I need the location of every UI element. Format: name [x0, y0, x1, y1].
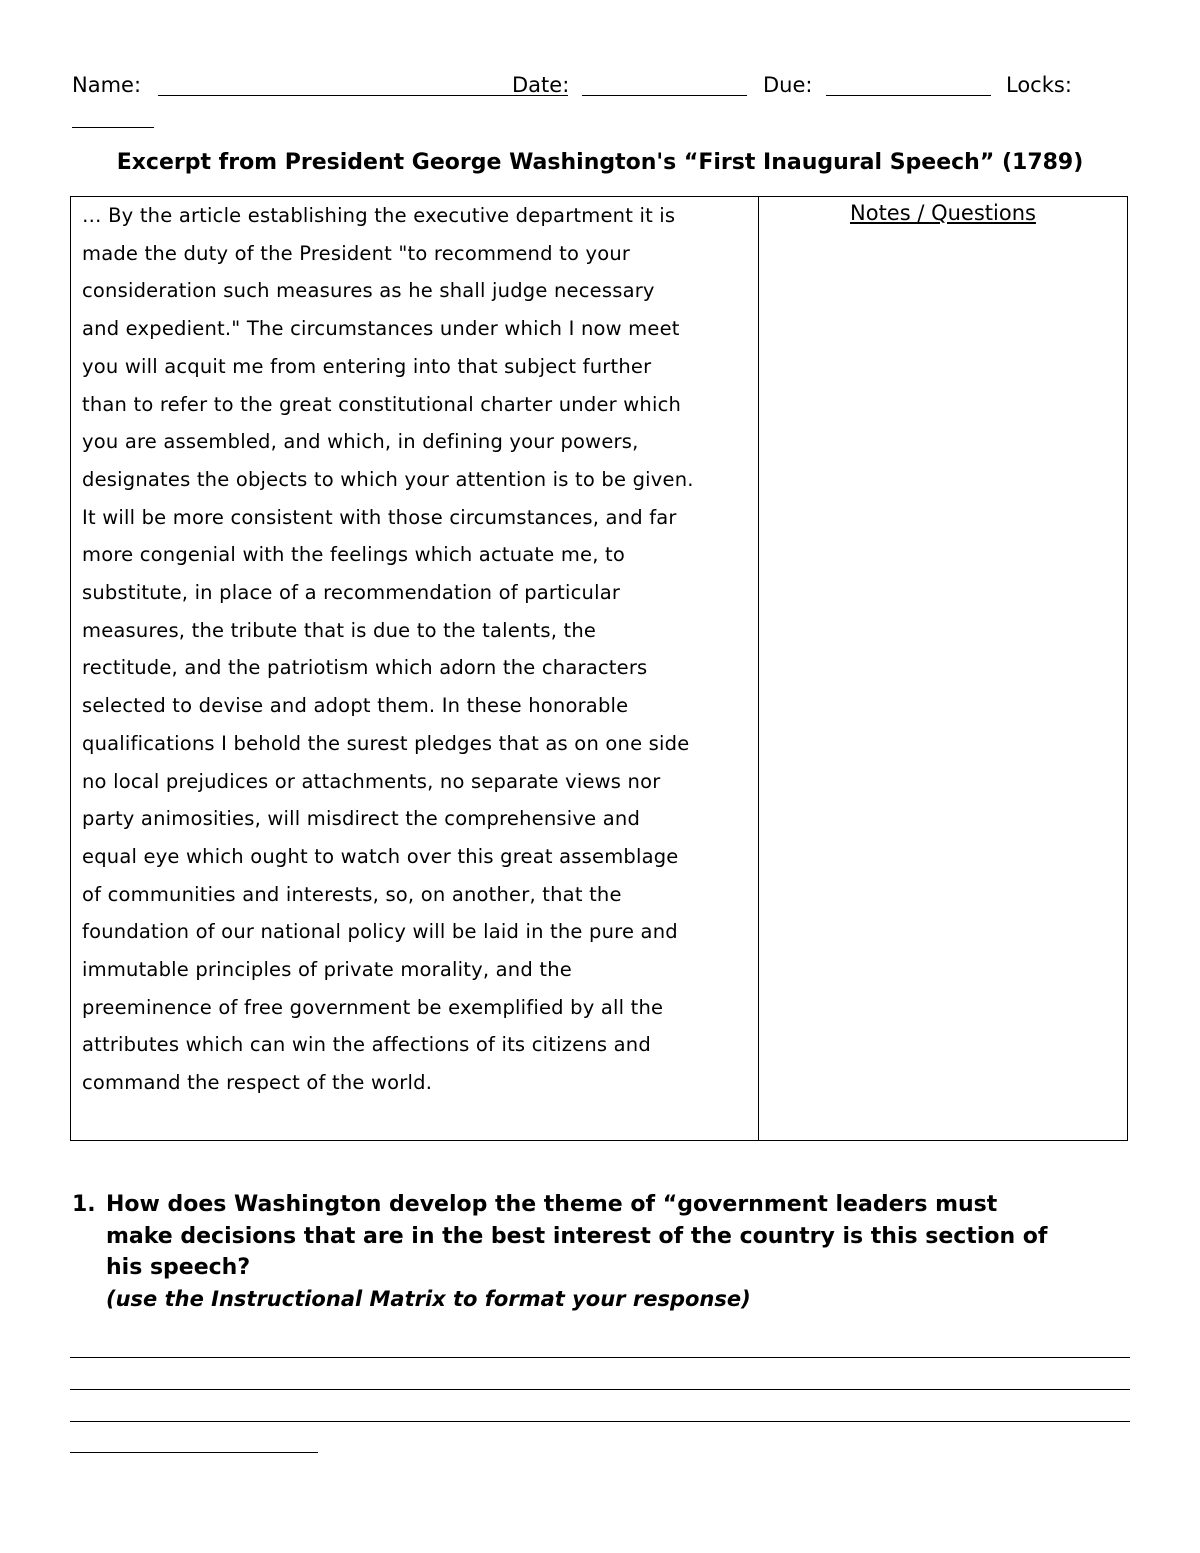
- excerpt-line: consideration such measures as he shall judge necessary: [82, 279, 655, 303]
- excerpt-line: you will acquit me from entering into that subject further: [82, 354, 652, 378]
- excerpt-line: rectitude, and the patriotism which adorn the characters: [82, 656, 648, 680]
- excerpt-line: selected to devise and adopt them. In these honorable: [82, 694, 629, 718]
- excerpt-line: designates the objects to which your attention is to be given.: [82, 467, 694, 491]
- answer-line[interactable]: [70, 1357, 1130, 1358]
- answer-line[interactable]: [70, 1389, 1130, 1390]
- answer-line[interactable]: [70, 1452, 318, 1453]
- question-line: his speech?: [106, 1255, 251, 1280]
- excerpt-cell: [71, 197, 759, 1140]
- excerpt-line: immutable principles of private morality, and the: [82, 958, 572, 982]
- answer-line[interactable]: [70, 1421, 1130, 1422]
- excerpt-line: you are assembled, and which, in defining your powers,: [82, 430, 639, 454]
- page-title: Excerpt from President George Washington's “First Inaugural Speech” (1789): [116, 150, 1084, 175]
- excerpt-line: command the respect of the world.: [82, 1071, 433, 1095]
- excerpt-line: foundation of our national policy will be laid in the pure and: [82, 920, 678, 944]
- notes-cell[interactable]: [759, 197, 1127, 1140]
- excerpt-table: [70, 196, 1128, 1141]
- excerpt-line: qualifications I behold the surest pledges that as on one side: [82, 731, 690, 755]
- excerpt-line: attributes which can win the affections of its citizens and: [82, 1033, 651, 1057]
- due-blank[interactable]: [826, 95, 991, 96]
- question-number: 1.: [72, 1192, 96, 1217]
- date-blank[interactable]: [582, 95, 747, 96]
- excerpt-line: party animosities, will misdirect the comprehensive and: [82, 807, 641, 831]
- excerpt-line: measures, the tribute that is due to the talents, the: [82, 618, 597, 642]
- excerpt-line: and expedient." The circumstances under which I now meet: [82, 317, 680, 341]
- question-text: [106, 1189, 1136, 1315]
- question-line: How does Washington develop the theme of “government leaders must: [106, 1192, 998, 1217]
- excerpt-line: made the duty of the President "to recommend to your: [82, 241, 631, 265]
- excerpt-line: more congenial with the feelings which actuate me, to: [82, 543, 626, 567]
- date-label: Date:: [512, 73, 570, 97]
- excerpt-line: substitute, in place of a recommendation of particular: [82, 581, 621, 605]
- locks-blank[interactable]: [72, 127, 154, 128]
- excerpt-line: no local prejudices or attachments, no separate views nor: [82, 769, 661, 793]
- excerpt-line: preeminence of free government be exemplified by all the: [82, 995, 664, 1019]
- excerpt-text: [82, 197, 758, 1102]
- excerpt-line: than to refer to the great constitutional charter under which: [82, 392, 682, 416]
- question-instruction: (use the Instructional Matrix to format your response): [106, 1286, 751, 1311]
- name-label: Name:: [72, 73, 142, 97]
- excerpt-line: It will be more consistent with those circumstances, and far: [82, 505, 677, 529]
- excerpt-line: … By the article establishing the executive department it is: [82, 204, 676, 227]
- excerpt-line: of communities and interests, so, on another, that the: [82, 882, 622, 906]
- excerpt-line: equal eye which ought to watch over this great assemblage: [82, 844, 679, 868]
- locks-label: Locks:: [1006, 73, 1072, 97]
- name-blank[interactable]: [158, 95, 568, 96]
- due-label: Due:: [763, 73, 813, 97]
- notes-heading: Notes / Questions: [850, 201, 1036, 225]
- question-line: make decisions that are in the best interest of the country is this section of: [106, 1223, 1048, 1249]
